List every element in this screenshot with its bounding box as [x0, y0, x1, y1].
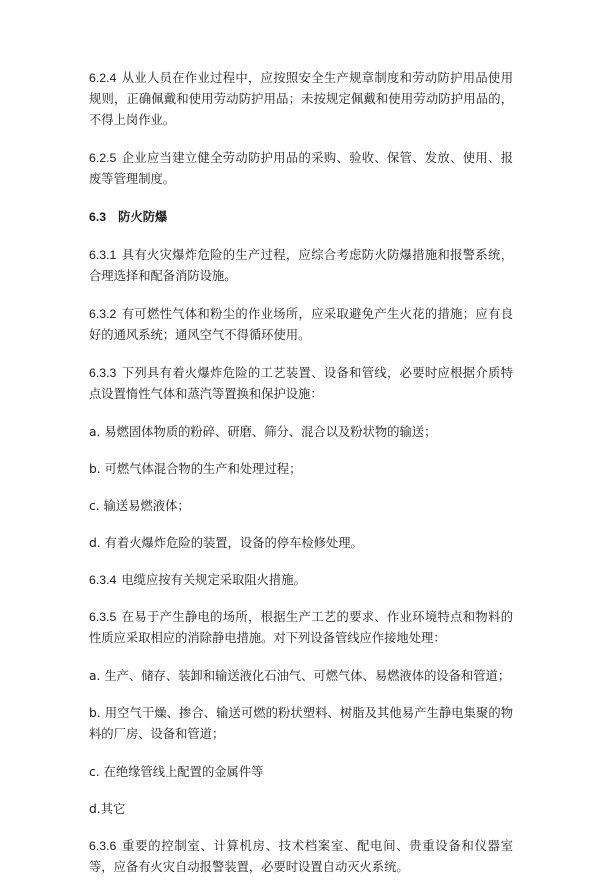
- list-item-text: b. 可燃气体混合物的生产和处理过程；: [89, 462, 302, 476]
- clause-6-3-1: [89, 245, 513, 287]
- list-item-text: a. 生产、储存、装卸和输送液化石油气、可燃气体、易燃液体的设备和管道；: [89, 669, 511, 683]
- clause-number: 6.3.2: [89, 307, 117, 321]
- list-item-text: d. 有着火爆炸危险的装置，设备的停车检修处理。: [89, 536, 363, 550]
- clause-6-3-4: [89, 570, 513, 591]
- list-item-text: c. 在绝缘管线上配置的金属件等: [89, 765, 264, 779]
- clause-number: 6.3.1: [89, 248, 117, 262]
- clause-text: 具有火灾爆炸危险的生产过程，应综合考虑防火防爆措施和报警系统，合理选择和配备消防设施。: [89, 248, 513, 283]
- list-item-text: a. 易燃固体物质的粉碎、研磨、筛分、混合以及粉状物的输送；: [89, 425, 437, 439]
- clause-6-3-2: [89, 304, 513, 346]
- clause-6-2-4: [89, 68, 513, 131]
- list-item-6-3-5-b: [89, 703, 513, 745]
- clause-6-2-5: [89, 148, 513, 190]
- list-item-text: c. 输送易燃液体；: [89, 499, 190, 513]
- clause-text: 企业应当建立健全劳动防护用品的采购、验收、保管、发放、使用、报废等管理制度。: [89, 151, 513, 186]
- section-heading-6-3: [89, 207, 513, 228]
- clause-text: 有可燃性气体和粉尘的作业场所，应采取避免产生火花的措施；应有良好的通风系统；通风空气不得循环使用。: [89, 307, 513, 342]
- clause-text: 电缆应按有关规定采取阻火措施。: [121, 573, 306, 587]
- clause-number: 6.2.5: [89, 151, 117, 165]
- clause-6-3-6: [89, 836, 513, 878]
- clause-text: 从业人员在作业过程中，应按照安全生产规章制度和劳动防护用品使用规则，正确佩戴和使用劳动防护用品；未按规定佩戴和使用劳动防护用品的，不得上岗作业。: [89, 71, 513, 127]
- clause-number: 6.2.4: [89, 71, 117, 85]
- section-title: 防火防爆: [118, 210, 168, 224]
- clause-text: 重要的控制室、计算机房、技术档案室、配电间、贵重设备和仪器室等，应备有火灾自动报警装置，必要时设置自动灭火系统。: [89, 839, 513, 874]
- list-item-6-3-3-b: [89, 459, 513, 480]
- clause-number: 6.3.5: [89, 610, 117, 624]
- clause-6-3-3: [89, 363, 513, 405]
- clause-number: 6.3.3: [89, 366, 117, 380]
- clause-text: 在易于产生静电的场所，根据生产工艺的要求、作业环境特点和物料的性质应采取相应的消除静电措施。对下列设备管线应作接地处理：: [89, 610, 513, 645]
- list-item-text: b. 用空气干燥、掺合、输送可燃的粉状塑料、树脂及其他易产生静电集聚的物料的厂房、设备和管道；: [89, 706, 513, 741]
- clause-text: 下列具有着火爆炸危险的工艺装置、设备和管线，必要时应根据介质特点设置惰性气体和蒸汽等置换和保护设施：: [89, 366, 513, 401]
- clause-number: 6.3.4: [89, 573, 117, 587]
- list-item-6-3-3-c: [89, 496, 513, 517]
- clause-6-3-5: [89, 607, 513, 649]
- document-page: [89, 68, 513, 895]
- list-item-6-3-5-a: [89, 666, 513, 687]
- list-item-text: d.其它: [89, 802, 126, 816]
- section-number: 6.3: [89, 210, 107, 224]
- list-item-6-3-5-c: [89, 762, 513, 783]
- list-item-6-3-5-d: [89, 799, 513, 820]
- clause-number: 6.3.6: [89, 839, 117, 853]
- list-item-6-3-3-a: [89, 422, 513, 443]
- list-item-6-3-3-d: [89, 533, 513, 554]
